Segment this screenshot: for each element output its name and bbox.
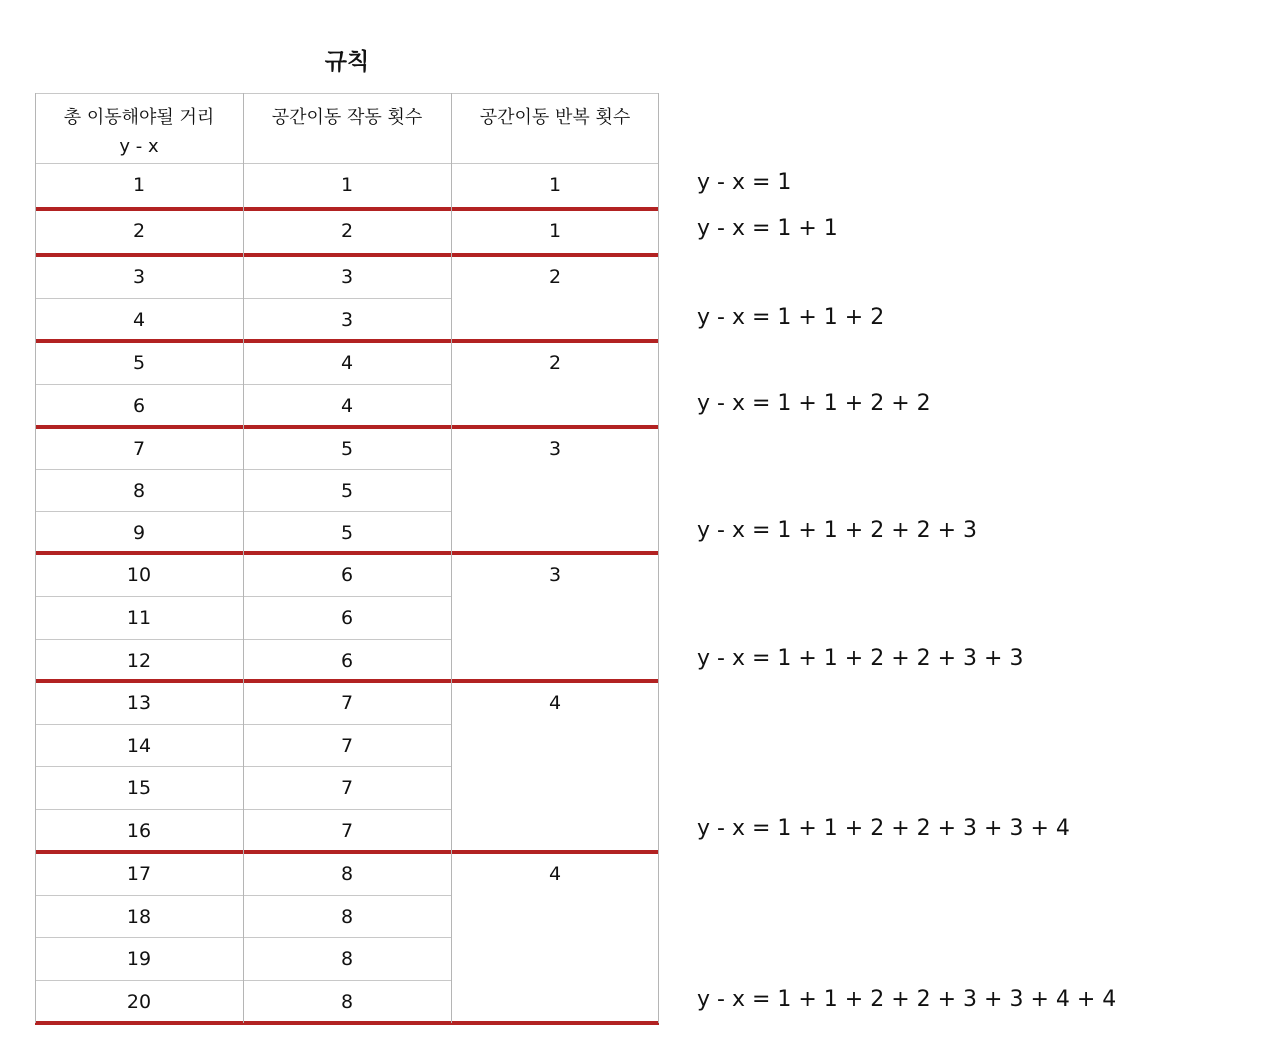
distance-cell: 7 [132,438,146,460]
distance-cell: 8 [132,480,146,502]
formula-text: y - x = 1 + 1 + 2 + 2 + 3 + 3 + 4 + 4 [697,987,1117,1012]
move-count-cell: 4 [340,395,354,417]
distance-cell: 3 [132,266,146,288]
move-count-cell: 8 [340,991,354,1013]
rule-table [35,93,659,1043]
formula-text: y - x = 1 + 1 + 2 + 2 + 3 + 3 + 4 [697,816,1070,841]
distance-cell: 1 [132,174,146,196]
repeat-count-cell: 3 [548,438,562,460]
repeat-count-cell: 2 [548,266,562,288]
move-count-cell: 6 [340,564,354,586]
repeat-count-cell: 2 [548,352,562,374]
formula-text: y - x = 1 + 1 + 2 + 2 + 3 [697,518,978,543]
distance-cell: 10 [126,564,152,586]
move-count-cell: 6 [340,650,354,672]
formula-text: y - x = 1 [697,170,792,195]
move-count-cell: 5 [340,480,354,502]
table-header-cell: 공간이동 작동 횟수 [271,107,423,128]
move-count-cell: 3 [340,266,354,288]
move-count-cell: 4 [340,352,354,374]
move-count-cell: 6 [340,607,354,629]
formula-text: y - x = 1 + 1 [697,216,838,241]
column-divider [451,93,452,1023]
column-divider [243,93,244,1023]
formula-text: y - x = 1 + 1 + 2 + 2 + 3 + 3 [697,646,1024,671]
page-title: 규칙 [324,49,370,75]
distance-cell: 11 [126,607,152,629]
table-top-border [35,93,659,94]
repeat-count-cell: 1 [548,220,562,242]
repeat-count-cell: 3 [548,564,562,586]
distance-cell: 16 [126,820,152,842]
distance-cell: 19 [126,948,152,970]
group-separator [35,1021,659,1025]
repeat-count-cell: 1 [548,174,562,196]
table-header-cell: 총 이동해야될 거리 y - x [63,107,215,157]
formula-text: y - x = 1 + 1 + 2 [697,305,885,330]
table-header-cell: 공간이동 반복 횟수 [479,107,631,128]
distance-cell: 4 [132,309,146,331]
move-count-cell: 7 [340,777,354,799]
move-count-cell: 2 [340,220,354,242]
column-divider [658,93,659,1023]
repeat-count-cell: 4 [548,863,562,885]
distance-cell: 17 [126,863,152,885]
move-count-cell: 5 [340,438,354,460]
formula-text: y - x = 1 + 1 + 2 + 2 [697,391,931,416]
distance-cell: 12 [126,650,152,672]
distance-cell: 2 [132,220,146,242]
move-count-cell: 8 [340,948,354,970]
distance-cell: 9 [132,522,146,544]
move-count-cell: 5 [340,522,354,544]
move-count-cell: 3 [340,309,354,331]
move-count-cell: 8 [340,906,354,928]
distance-cell: 18 [126,906,152,928]
column-divider [35,93,36,1023]
move-count-cell: 1 [340,174,354,196]
distance-cell: 20 [126,991,152,1013]
distance-cell: 15 [126,777,152,799]
distance-cell: 6 [132,395,146,417]
move-count-cell: 7 [340,692,354,714]
move-count-cell: 8 [340,863,354,885]
move-count-cell: 7 [340,820,354,842]
repeat-count-cell: 4 [548,692,562,714]
move-count-cell: 7 [340,735,354,757]
distance-cell: 13 [126,692,152,714]
distance-cell: 14 [126,735,152,757]
distance-cell: 5 [132,352,146,374]
